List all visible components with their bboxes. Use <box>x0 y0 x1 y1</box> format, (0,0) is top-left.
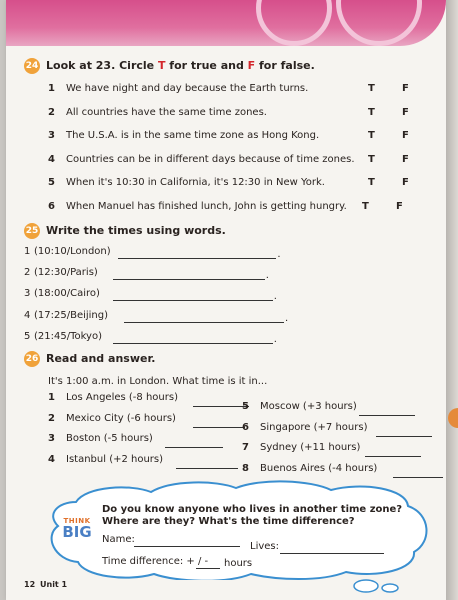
item-number: 7 <box>242 442 249 453</box>
true-option[interactable]: T <box>368 153 375 165</box>
true-option[interactable]: T <box>362 201 369 212</box>
city-prompt: Singapore (+7 hours) <box>260 421 368 433</box>
city-prompt: Los Angeles (-8 hours) <box>66 392 178 403</box>
false-option[interactable]: F <box>402 177 409 189</box>
item-number: 2 <box>24 267 31 279</box>
exercise-title: Write the times using words. <box>46 224 226 237</box>
item-number: 1 <box>48 83 55 94</box>
item-number: 5 <box>24 330 31 342</box>
time-prompt: (10:10/London) <box>34 246 111 257</box>
answer-line[interactable] <box>393 477 443 478</box>
name-answer-line[interactable] <box>134 546 240 547</box>
answer-line[interactable] <box>113 343 273 344</box>
false-option[interactable]: F <box>402 130 409 142</box>
answer-line[interactable] <box>113 300 273 301</box>
true-option[interactable]: T <box>368 130 375 142</box>
think-big-question: Where are they? What's the time difference? <box>102 516 355 527</box>
true-option[interactable]: T <box>368 106 375 118</box>
answer-line[interactable] <box>118 258 276 259</box>
item-number: 1 <box>24 246 31 257</box>
item-number: 3 <box>24 288 31 300</box>
time-prompt: (18:00/Cairo) <box>34 288 100 300</box>
exercise-title: Read and answer. <box>46 352 156 365</box>
name-label: Name: <box>102 534 135 545</box>
city-prompt: Boston (-5 hours) <box>66 433 153 444</box>
exercise-number: 26 <box>24 351 40 367</box>
false-option[interactable]: F <box>396 201 403 212</box>
item-number: 4 <box>24 309 31 321</box>
answer-line[interactable] <box>365 456 421 457</box>
think-big-question: Do you know anyone who lives in another time zone? <box>102 504 403 515</box>
answer-line[interactable] <box>376 436 432 437</box>
full-stop: . <box>285 312 289 324</box>
page-number: 12 <box>24 580 36 589</box>
answer-line[interactable] <box>359 415 415 416</box>
item-number: 4 <box>48 153 55 165</box>
globe-decoration <box>336 0 422 46</box>
time-difference-answer-line[interactable] <box>196 568 220 569</box>
header-banner <box>6 0 446 46</box>
unit-label: Unit 1 <box>40 580 68 589</box>
statement-text: When Manuel has finished lunch, John is getting hungry. <box>66 201 347 212</box>
item-number: 1 <box>48 392 55 403</box>
thought-bubbles <box>346 576 416 596</box>
full-stop: . <box>273 291 277 303</box>
lives-answer-line[interactable] <box>280 553 384 554</box>
time-prompt: (21:45/Tokyo) <box>34 330 102 342</box>
true-option[interactable]: T <box>368 177 375 189</box>
time-difference-label: Time difference: + / - <box>102 556 209 567</box>
city-prompt: Moscow (+3 hours) <box>260 401 357 412</box>
true-option[interactable]: T <box>368 83 375 94</box>
exercise-number: 24 <box>24 58 40 74</box>
item-number: 5 <box>48 177 55 189</box>
item-number: 3 <box>48 433 55 444</box>
exercise-prompt: It's 1:00 a.m. in London. What time is it in... <box>48 376 268 387</box>
think-big-logo: THINK BIG <box>62 517 92 541</box>
city-prompt: Buenos Aires (-4 hours) <box>260 462 378 474</box>
answer-line[interactable] <box>176 468 238 469</box>
answer-line[interactable] <box>165 447 223 448</box>
exercise-number: 25 <box>24 223 40 239</box>
false-option[interactable]: F <box>402 153 409 165</box>
item-number: 3 <box>48 130 55 142</box>
statement-text: When it's 10:30 in California, it's 12:30 in New York. <box>66 177 325 189</box>
city-prompt: Mexico City (-6 hours) <box>66 412 176 424</box>
statement-text: We have night and day because the Earth turns. <box>66 83 309 94</box>
item-number: 4 <box>48 453 55 465</box>
statement-text: The U.S.A. is in the same time zone as Hong Kong. <box>66 130 320 142</box>
city-prompt: Sydney (+11 hours) <box>260 442 361 453</box>
answer-line[interactable] <box>113 279 265 280</box>
item-number: 8 <box>242 462 249 474</box>
exercise-title: Look at 23. Circle T for true and F for false. <box>46 59 315 72</box>
false-option[interactable]: F <box>402 106 409 118</box>
item-number: 5 <box>242 401 249 412</box>
full-stop: . <box>265 270 269 282</box>
workbook-page <box>6 0 446 600</box>
lives-label: Lives: <box>250 541 279 552</box>
hours-label: hours <box>224 558 253 569</box>
full-stop: . <box>273 333 277 345</box>
answer-line[interactable] <box>124 322 284 323</box>
statement-text: All countries have the same time zones. <box>66 106 267 118</box>
time-prompt: (12:30/Paris) <box>34 267 98 279</box>
item-number: 2 <box>48 412 55 424</box>
globe-decoration <box>256 0 332 46</box>
time-prompt: (17:25/Beijing) <box>34 309 109 321</box>
answer-line[interactable] <box>193 406 249 407</box>
city-prompt: Istanbul (+2 hours) <box>66 453 164 465</box>
item-number: 6 <box>242 421 249 433</box>
item-number: 2 <box>48 106 55 118</box>
statement-text: Countries can be in different days because of time zones. <box>66 153 355 165</box>
item-number: 6 <box>48 201 55 212</box>
false-option[interactable]: F <box>402 83 409 94</box>
next-page-edge <box>446 0 458 600</box>
answer-line[interactable] <box>193 427 245 428</box>
full-stop: . <box>277 249 281 260</box>
